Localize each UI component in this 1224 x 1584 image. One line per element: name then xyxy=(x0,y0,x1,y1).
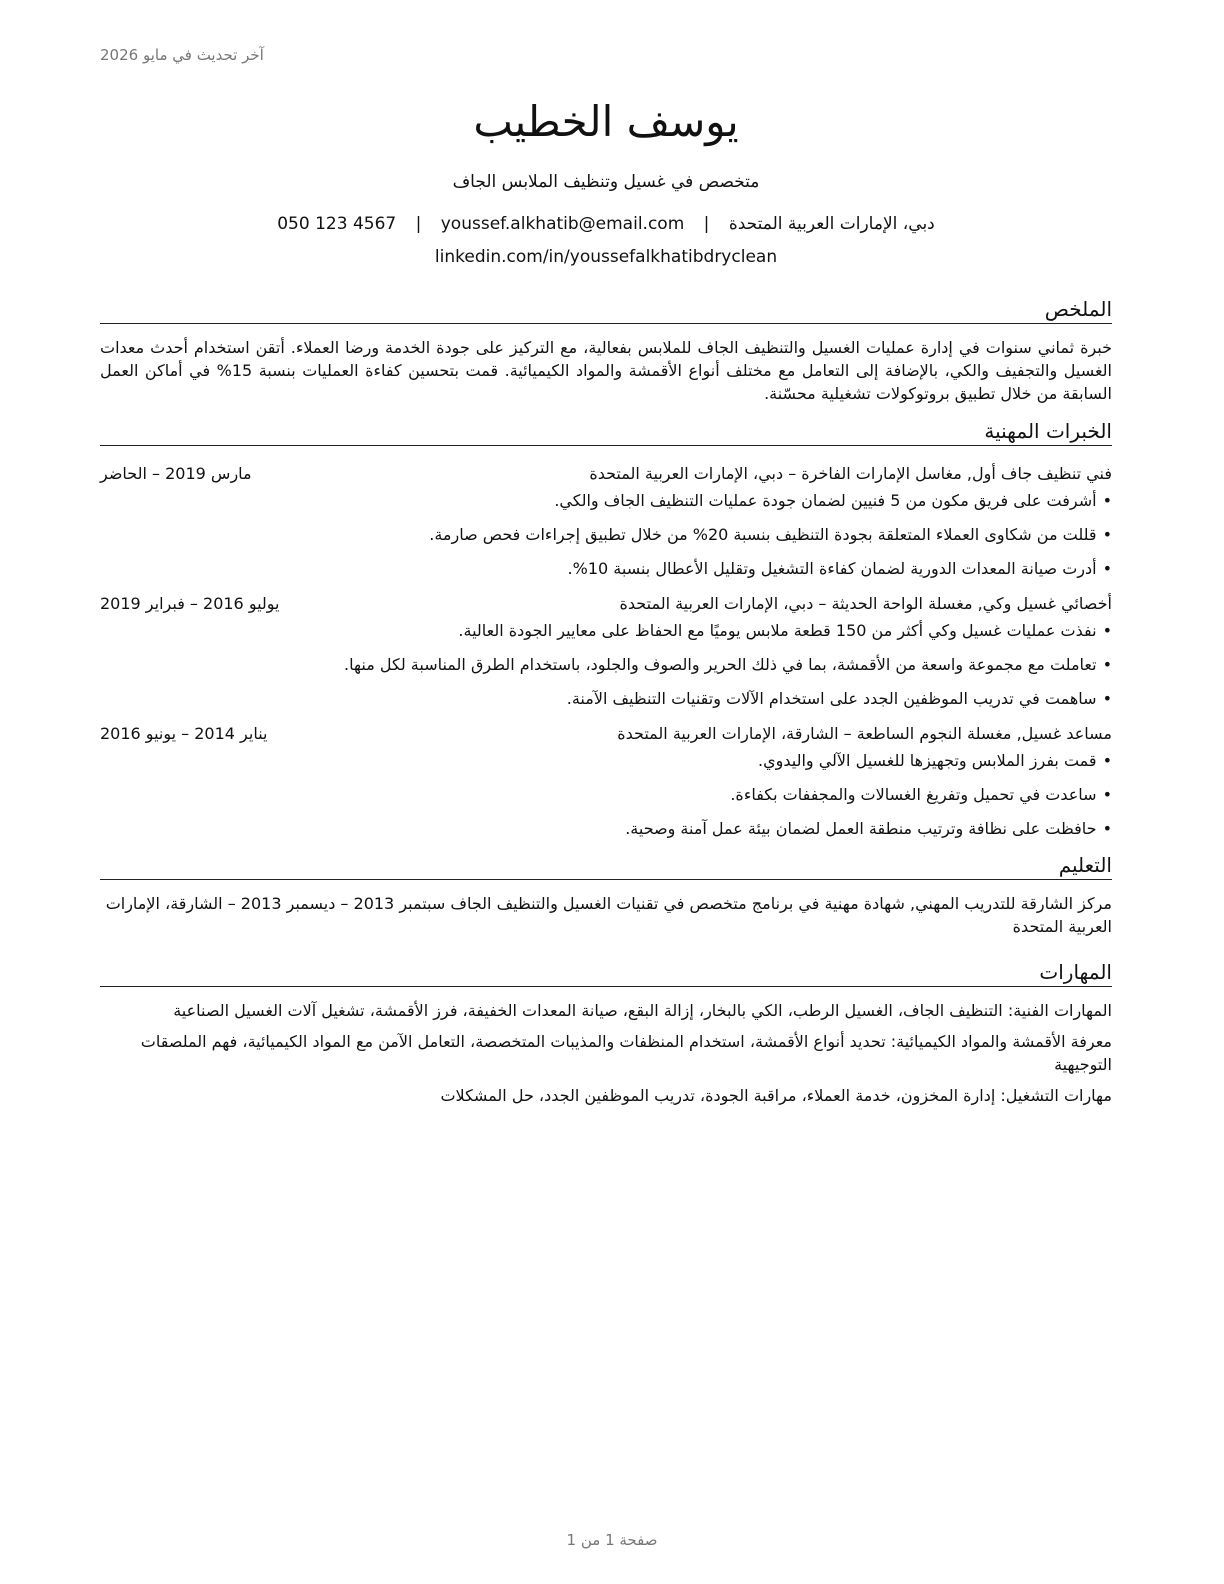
skill-item: معرفة الأقمشة والمواد الكيميائية: تحديد أنواع الأقمشة، استخدام المنظفات والمذيبات المتخصصة، التعامل الآمن مع المواد الكيميائية، فهم الملصقات التوجيهية xyxy=(140,1032,1112,1074)
candidate-name: يوسف الخطيب xyxy=(473,97,739,146)
list-item: • ساعدت في تحميل وتفريغ الغسالات والمجففات بكفاءة. xyxy=(100,783,1112,806)
last-updated-note: آخر تحديث في مايو 2026 xyxy=(100,46,264,64)
list-item: • حافظت على نظافة وترتيب منطقة العمل لضمان بيئة عمل آمنة وصحية. xyxy=(100,817,1112,840)
candidate-title: متخصص في غسيل وتنظيف الملابس الجاف xyxy=(452,172,760,192)
contact-email[interactable]: youssef.alkhatib@email.com xyxy=(440,214,685,234)
list-item: • أشرفت على فريق مكون من 5 فنيين لضمان جودة عمليات التنظيف الجاف والكي. xyxy=(100,489,1112,512)
job-header xyxy=(100,462,1112,485)
list-item: • قمت بفرز الملابس وتجهيزها للغسيل الآلي واليدوي. xyxy=(100,749,1112,772)
contact-phone: 050 123 4567 xyxy=(277,214,397,234)
skill-item: مهارات التشغيل: إدارة المخزون، خدمة العملاء، مراقبة الجودة، تدريب الموظفين الجدد، حل المشكلات xyxy=(440,1086,1112,1105)
contact-line xyxy=(100,212,1112,236)
job-role: أخصائي غسيل وكي, مغسلة الواحة الحديثة – دبي، الإمارات العربية المتحدة xyxy=(619,594,1112,613)
job-role: فني تنظيف جاف أول, مغاسل الإمارات الفاخرة – دبي، الإمارات العربية المتحدة xyxy=(589,464,1112,483)
summary-heading: الملخص xyxy=(100,295,1112,324)
contact-separator: | xyxy=(415,214,422,234)
job-entry xyxy=(100,462,1112,580)
job-entry xyxy=(100,722,1112,840)
job-header xyxy=(100,592,1112,615)
job-bullets xyxy=(100,619,1112,710)
skills-heading: المهارات xyxy=(100,958,1112,987)
list-item: • أدرت صيانة المعدات الدورية لضمان كفاءة التشغيل وتقليل الأعطال بنسبة 10%. xyxy=(100,557,1112,580)
skill-item: المهارات الفنية: التنظيف الجاف، الغسيل الرطب، الكي بالبخار، إزالة البقع، صيانة المعدات الخفيفة، فرز الأقمشة، تشغيل آلات الغسيل الصناعية xyxy=(173,1001,1112,1020)
job-bullets xyxy=(100,489,1112,580)
job-bullets xyxy=(100,749,1112,840)
job-header xyxy=(100,722,1112,745)
summary-text: خبرة ثماني سنوات في إدارة عمليات الغسيل والتنظيف الجاف للملابس بفعالية، مع التركيز على جودة الخدمة ورضا العملاء. أتقن استخدام أحدث معدات الغسيل والتجفيف والكي، بالإضافة إلى التعامل مع مختلف أنواع الأقمشة والمواد الكيميائية. قمت بتحسين كفاءة العمليات بنسبة 15% في أماكن العمل السابقة من خلال تطبيق بروتوكولات تشغيلية محسّنة. xyxy=(100,338,1113,403)
list-item: • تعاملت مع مجموعة واسعة من الأقمشة، بما في ذلك الحرير والصوف والجلود، باستخدام الطرق المناسبة لكل منها. xyxy=(100,653,1112,676)
contact-separator: | xyxy=(703,214,710,234)
education-entry: مركز الشارقة للتدريب المهني, شهادة مهنية في برنامج متخصص في تقنيات الغسيل والتنظيف الجاف سبتمبر 2013 – ديسمبر 2013 – الشارقة، الإمارات العربية المتحدة xyxy=(105,894,1112,936)
job-entry xyxy=(100,592,1112,710)
list-item: • قللت من شكاوى العملاء المتعلقة بجودة التنظيف بنسبة 20% من خلال تطبيق إجراءات فحص صارمة. xyxy=(100,523,1112,546)
job-dates: يوليو 2016 – فبراير 2019 xyxy=(100,594,280,613)
job-dates: مارس 2019 – الحاضر xyxy=(100,464,252,483)
education-heading: التعليم xyxy=(100,851,1112,880)
page-number: صفحة 1 من 1 xyxy=(566,1531,658,1549)
experience-heading: الخبرات المهنية xyxy=(100,417,1112,446)
job-dates: يناير 2014 – يونيو 2016 xyxy=(100,724,268,743)
skills-list xyxy=(100,999,1112,1107)
job-role: مساعد غسيل, مغسلة النجوم الساطعة – الشارقة، الإمارات العربية المتحدة xyxy=(617,724,1112,743)
list-item: • نفذت عمليات غسيل وكي أكثر من 150 قطعة ملابس يوميًا مع الحفاظ على معايير الجودة العالية. xyxy=(100,619,1112,642)
contact-linkedin[interactable]: linkedin.com/in/youssefalkhatibdryclean xyxy=(434,247,778,267)
resume-document xyxy=(100,92,1112,1115)
list-item: • ساهمت في تدريب الموظفين الجدد على استخدام الآلات وتقنيات التنظيف الآمنة. xyxy=(100,687,1112,710)
contact-location: دبي، الإمارات العربية المتحدة xyxy=(728,214,935,234)
